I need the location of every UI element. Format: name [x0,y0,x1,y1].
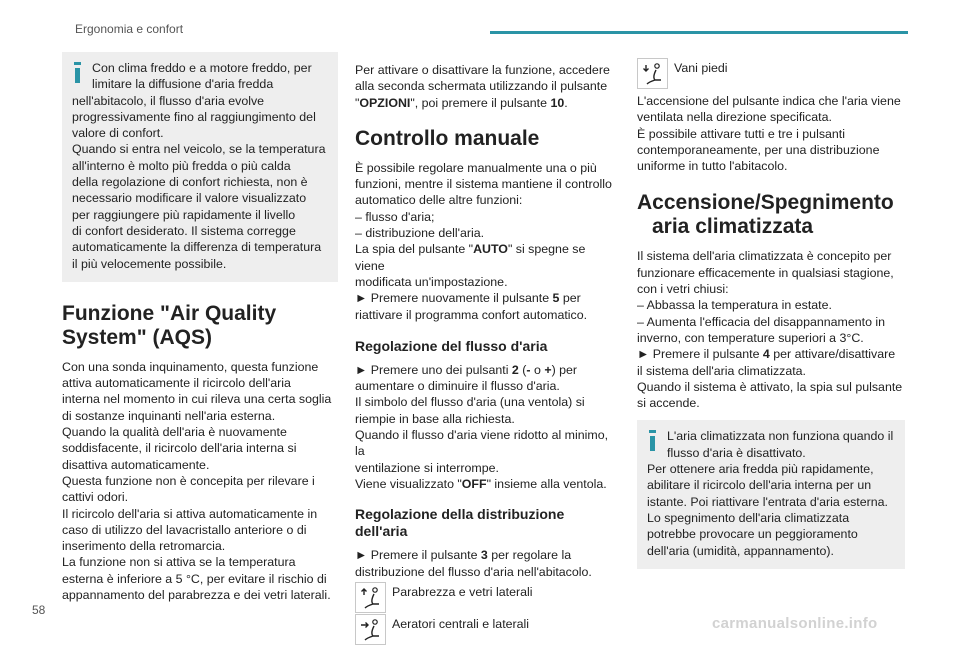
section-title-ac: Accensione/Spegnimento aria climatizzata [637,191,894,239]
info-note-ac [637,420,905,568]
central-vents-distribution-icon [355,614,386,645]
body-line: funzionare efficacemente in qualsiasi stagione, [637,265,894,280]
body-line: Per attivare o disattivare la funzione, accedere [355,63,610,77]
note-line: progressivamente fino al raggiungimento del [72,109,316,124]
body-line: uniforme in tutto l'abitacolo. [637,159,788,174]
body-line: Il simbolo del flusso d'aria (una ventola) si [355,395,585,410]
body-line: ► Premere nuovamente il pulsante 5 per [355,291,581,306]
column-right [637,58,905,569]
body-line: ventilata nella direzione specificata. [637,110,832,125]
body-line: funzioni, mentre il sistema mantiene il controllo [355,177,612,192]
header-section-title: Ergonomia e confort [75,22,184,36]
note-line: Con clima freddo e a motore freddo, per [92,61,312,75]
body-line: – distribuzione dell'aria. [355,226,485,241]
body-line: La spia del pulsante "AUTO" si spegne se viene [355,242,586,273]
body-line: automatico delle altre funzioni: [355,193,523,208]
body-line: appannamento del parabrezza e dei vetri laterali. [62,588,331,603]
note-line: Quando si entra nel veicolo, se la temperatura [72,142,326,157]
body-line: – Aumenta l'efficacia del disappannamento in [637,314,886,329]
body-line: caso di utilizzo del lavacristallo anteriore o di [62,522,307,537]
body-line: La funzione non si attiva se la temperatura [62,555,296,570]
info-icon [72,62,84,82]
body-line: il sistema dell'aria climatizzata. [637,363,807,378]
note-line: all'interno è molto più fredda o più calda [72,158,291,173]
note-line: istante. Poi riattivare l'entrata d'aria esterna. [647,494,888,509]
body-line: inserimento della retromarcia. [62,539,226,554]
body-line: Questa funzione non è concepita per rilevare i [62,473,315,488]
footwell-distribution-icon [637,58,668,89]
header-accent-bar [490,31,908,34]
note-line: automaticamente la differenza di temperatura [72,240,322,255]
body-line: Quando il sistema è attivato, la spia sul pulsante [637,379,903,394]
body-line: soddisfacente, il ricircolo dell'aria interna si [62,441,297,456]
body-line: È possibile regolare manualmente una o più [355,160,597,175]
body-line: ► Premere il pulsante 4 per attivare/disattivare [637,347,896,362]
distribution-option-windscreen [355,582,618,613]
body-line: di sostanze inquinanti nell'aria esterna. [62,408,276,423]
body-line: – Abbassa la temperatura in estate. [637,298,832,313]
body-line: – flusso d'aria; [355,209,435,224]
body-line: disattiva automaticamente. [62,457,210,472]
note-line: Per ottenere aria fredda più rapidamente, [647,462,874,477]
info-icon [647,430,659,450]
column-middle [355,62,618,645]
section-title-aqs: Funzione "Air Quality System" (AQS) [62,301,277,349]
body-line: ventilazione si interrompe. [355,460,499,475]
note-line: necessario modificare il valore visualizzato [72,191,307,206]
note-line: limitare la diffusione d'aria fredda [92,77,274,92]
note-line: nell'abitacolo, il flusso d'aria evolve [72,93,265,108]
body-line: esterna è inferiore a 5 °C, per evitare il rischio di [62,571,327,586]
body-line: Viene visualizzato "OFF" insieme alla ventola. [355,476,607,491]
body-line: Il ricircolo dell'aria si attiva automaticamente in [62,506,318,521]
body-line: attiva automaticamente il ricircolo dell'aria [62,376,291,391]
note-line: potrebbe provocare un peggioramento [647,527,858,542]
body-line: interna nel momento in cui rileva una certa soglia [62,392,332,407]
body-line: Quando il flusso d'aria viene ridotto al minimo, la [355,428,609,459]
body-line: Quando la qualità dell'aria è nuovamente [62,425,287,440]
body-line: contemporaneamente, per una distribuzione [637,142,880,157]
info-note-cold-climate [62,52,338,282]
column-left [62,52,338,603]
note-line: L'aria climatizzata non funziona quando il [667,429,894,444]
body-line: cattivi odori. [62,490,129,505]
body-line: Con una sonda inquinamento, questa funzione [62,359,319,374]
distribution-label: Aeratori centrali e laterali [392,616,530,631]
distribution-label: Vani piedi [674,61,728,75]
distribution-option-footwells [637,58,905,89]
page-number: 58 [32,603,46,617]
body-line: con i vetri chiusi: [637,282,729,297]
note-line: flusso d'aria è disattivato. [667,445,806,460]
windscreen-distribution-icon [355,582,386,613]
note-line: il più velocemente possibile. [72,256,227,271]
body-line: alla seconda schermata utilizzando il pulsante [355,79,608,94]
note-line: dell'aria (umidità, appannamento). [647,543,834,558]
body-line: ► Premere uno dei pulsanti 2 (- o +) per [355,362,578,377]
body-line: riempie in base alla richiesta. [355,411,515,426]
subsection-title-distribution: Regolazione della distribuzione dell'aria [355,506,565,540]
note-line: per raggiungere più rapidamente il livello [72,207,296,222]
section-title-manual: Controllo manuale [355,126,540,150]
subsection-title-flow: Regolazione del flusso d'aria [355,337,548,354]
body-line: È possibile attivare tutti e tre i pulsanti [637,126,845,141]
note-line: abilitare il ricircolo dell'aria interna per un [647,478,872,493]
body-line: "OPZIONI", poi premere il pulsante 10. [355,95,568,110]
body-line: ► Premere il pulsante 3 per regolare la [355,548,572,563]
distribution-label: Parabrezza e vetri laterali [392,584,533,599]
body-line: L'accensione del pulsante indica che l'aria viene [637,94,901,108]
body-line: modificata un'impostazione. [355,274,508,289]
note-line: Lo spegnimento dell'aria climatizzata [647,510,850,525]
note-line: valore di confort. [72,126,164,141]
note-line: della regolazione di confort richiesta, non è [72,175,308,190]
body-line: inverno, con temperature superiori a 3°C. [637,330,864,345]
note-line: di confort desiderato. Il sistema corregge [72,223,296,238]
body-line: Il sistema dell'aria climatizzata è concepito per [637,249,892,264]
body-line: aumentare o diminuire il flusso d'aria. [355,379,560,394]
watermark: carmanualsonline.info [712,615,878,632]
body-line: riattivare il programma confort automatico. [355,307,588,322]
body-line: distribuzione del flusso d'aria nell'abitacolo. [355,564,592,579]
option-button-ref: OPZIONI [359,95,411,110]
distribution-option-vents [355,614,618,645]
body-line: si accende. [637,396,700,411]
